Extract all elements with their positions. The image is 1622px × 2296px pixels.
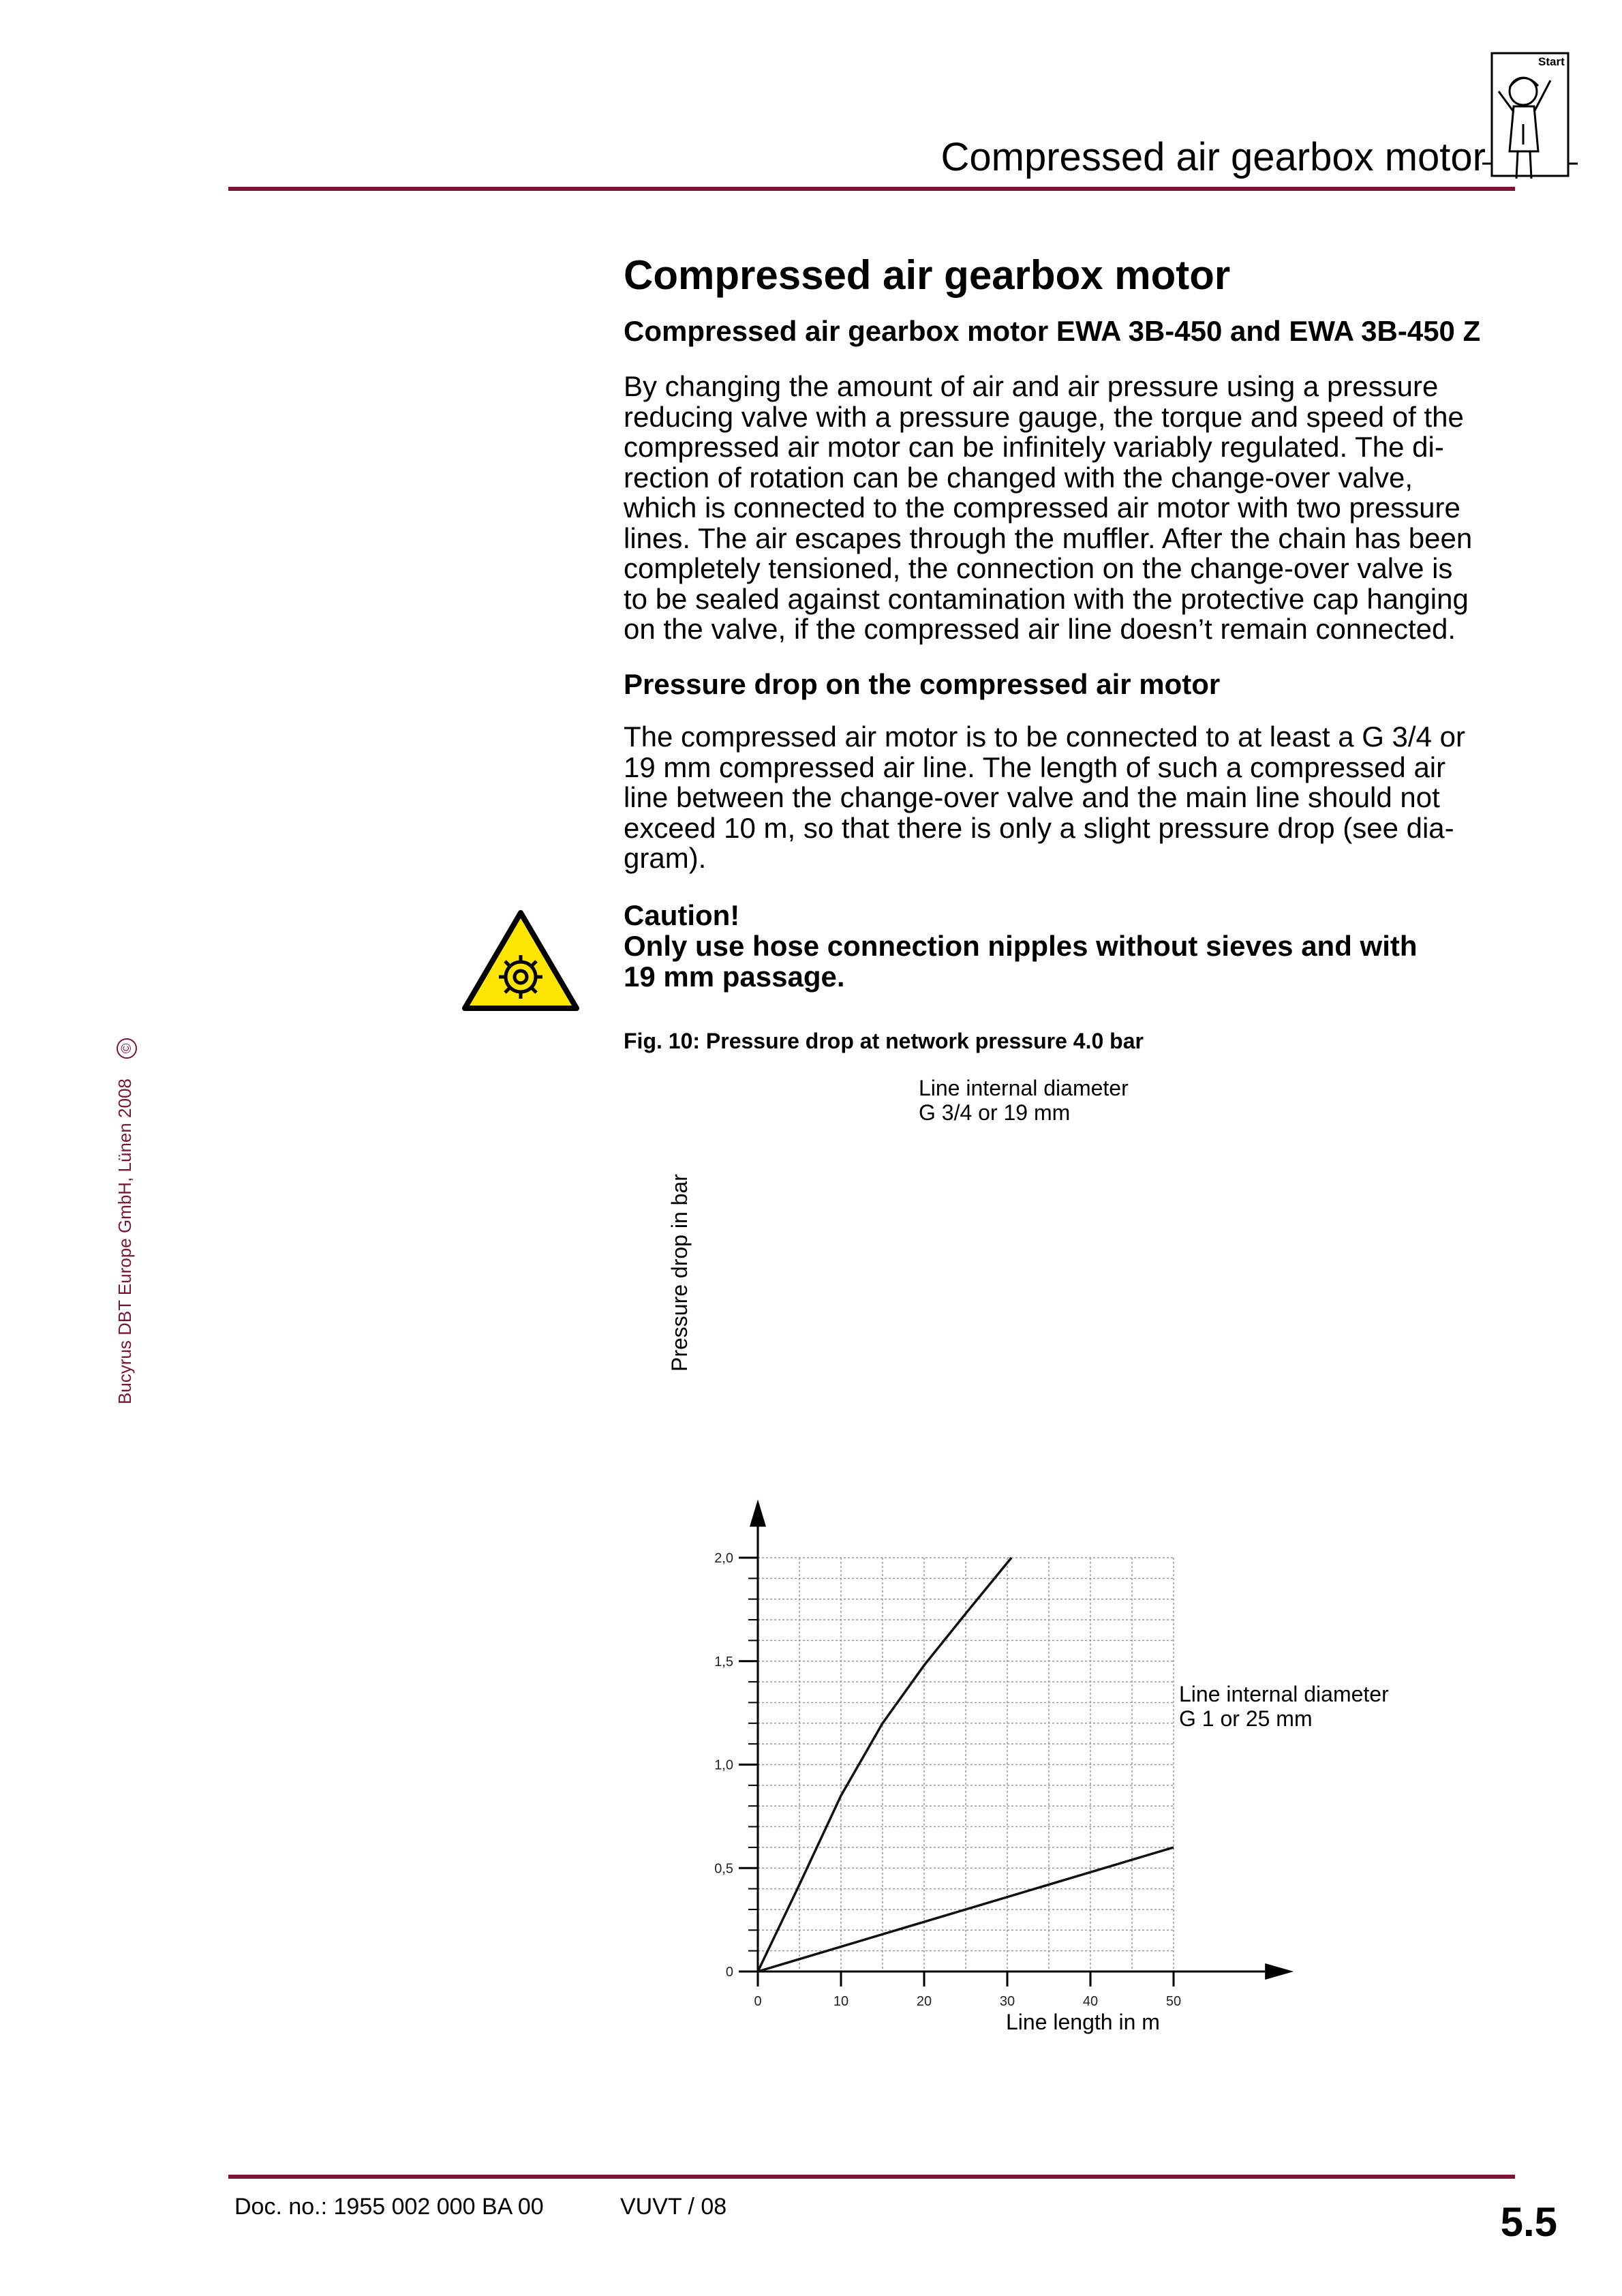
y-tick-label: 1,0 bbox=[714, 1757, 733, 1773]
paragraph-line: reducing valve with a pressure gauge, the torque and speed of the bbox=[624, 400, 1464, 433]
caution-line: 19 mm passage. bbox=[624, 961, 845, 993]
y-tick-label: 0,5 bbox=[714, 1861, 733, 1877]
x-tick-label: 0 bbox=[754, 1994, 762, 2009]
section-heading: Pressure drop on the compressed air motor bbox=[624, 668, 1221, 700]
y-tick-label: 2,0 bbox=[714, 1551, 733, 1566]
x-axis-title: Line length in m bbox=[1006, 2010, 1160, 2034]
version: VUVT / 08 bbox=[620, 2194, 727, 2220]
x-tick-label: 20 bbox=[916, 1994, 932, 2009]
paragraph-line: lines. The air escapes through the muffler. After the chain has been bbox=[624, 522, 1473, 554]
paragraph-line: 19 mm compressed air line. The length of such a compressed air bbox=[624, 751, 1446, 783]
paragraph-line: By changing the amount of air and air pressure using a pressure bbox=[624, 370, 1439, 402]
x-tick-label: 10 bbox=[833, 1994, 849, 2009]
paragraph-line: on the valve, if the compressed air line doesn’t remain connected. bbox=[624, 613, 1456, 645]
series-label: Line internal diameter bbox=[919, 1076, 1129, 1100]
x-tick-label: 40 bbox=[1082, 1994, 1099, 2009]
page-heading: Compressed air gearbox motor bbox=[624, 252, 1231, 298]
y-tick-label: 1,5 bbox=[714, 1654, 733, 1670]
x-tick-label: 50 bbox=[1165, 1994, 1182, 2009]
paragraph-line: exceed 10 m, so that there is only a slight pressure drop (see dia- bbox=[624, 811, 1454, 844]
copyright-text: Bucyrus DBT Europe GmbH, Lünen 2008 bbox=[114, 1078, 135, 1404]
caution-line: Only use hose connection nipples without sieves and with bbox=[624, 930, 1418, 962]
paragraph-line: rection of rotation can be changed with the change-over valve, bbox=[624, 461, 1413, 494]
figure-caption: Fig. 10: Pressure drop at network pressure 4.0 bar bbox=[624, 1029, 1144, 1053]
y-axis-title: Pressure drop in bar bbox=[667, 1174, 692, 1372]
paragraph-line: to be sealed against contamination with the protective cap hanging bbox=[624, 582, 1469, 615]
header-title: Compressed air gearbox motor bbox=[940, 135, 1486, 179]
series-label: G 3/4 or 19 mm bbox=[919, 1100, 1071, 1125]
paragraph-line: which is connected to the compressed air motor with two pressure bbox=[624, 492, 1460, 524]
start-icon-text: Start bbox=[1538, 55, 1565, 68]
paragraph-line: gram). bbox=[624, 842, 707, 874]
x-axis-arrow bbox=[1265, 1963, 1294, 1980]
doc-number: Doc. no.: 1955 002 000 BA 00 bbox=[234, 2194, 544, 2220]
x-tick-label: 30 bbox=[999, 1994, 1015, 2009]
chart-axes bbox=[739, 1499, 1294, 1987]
paragraph-line: The compressed air motor is to be connected to at least a G 3/4 or bbox=[624, 721, 1465, 753]
footer-rule bbox=[228, 2175, 1515, 2179]
page-number: 5.5 bbox=[1500, 2199, 1557, 2245]
paragraph-line: line between the change-over valve and the main line should not bbox=[624, 781, 1440, 813]
paragraph-line: compressed air motor can be infinitely variably regulated. The di- bbox=[624, 431, 1444, 463]
sub-heading: Compressed air gearbox motor EWA 3B-450 and EWA 3B-450 Z bbox=[624, 315, 1481, 347]
paragraph-line: completely tensioned, the connection on the change-over valve is bbox=[624, 552, 1453, 584]
series-label: G 1 or 25 mm bbox=[1179, 1706, 1313, 1731]
series-label: Line internal diameter bbox=[1179, 1682, 1389, 1706]
caution-title: Caution! bbox=[624, 899, 740, 931]
y-tick-label: 0 bbox=[725, 1965, 733, 1980]
copyright-symbol: © bbox=[117, 1038, 137, 1059]
y-axis-arrow bbox=[750, 1499, 766, 1526]
